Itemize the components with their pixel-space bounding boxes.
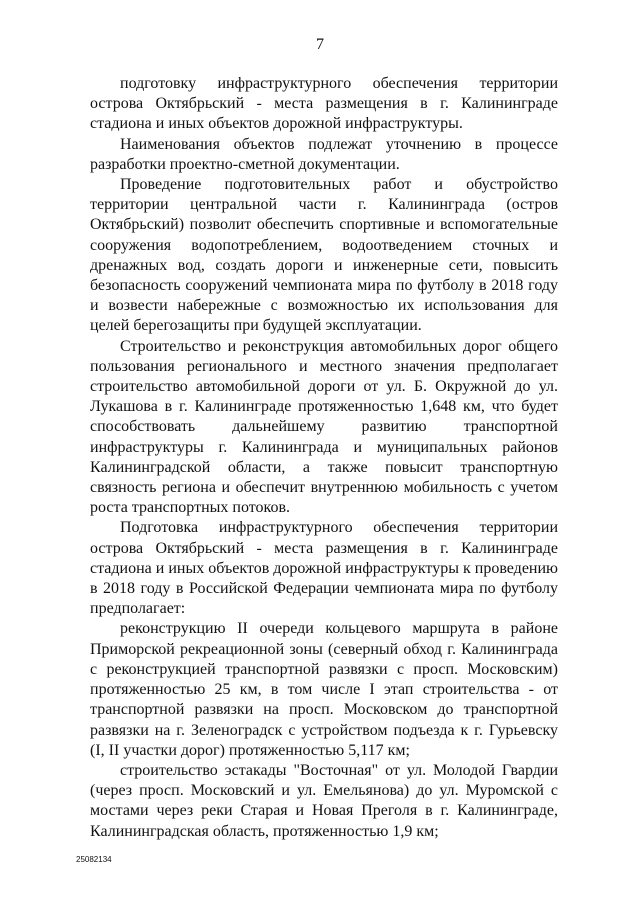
paragraph-island-infrastructure-continued: подготовку инфраструктурного обеспечения территории острова Октябрьский - места размещения в г. Калининграде стадиона и иных объектов дорожной инфраструктуры. <box>90 75 558 133</box>
paragraph-preparatory-works: Проведение подготовительных работ и обустройство территории центральной части г. Калининграда (остров Октябрьский) позволит обеспечить спортивные и вспомогательные сооружения водопотреблением, водоотведением сточных и дренажных вод, создать дороги и инженерные сети, повысить безопасность сооружений чемпионата мира по футболу в 2018 году и возвести набережные с возможностью их использования для целей берегозащиты при будущей эксплуатации. <box>90 176 558 335</box>
paragraph-object-names: Наименования объектов подлежат уточнению в процессе разработки проектно-сметной документации. <box>90 135 558 173</box>
page-number: 7 <box>316 36 324 53</box>
paragraph-infrastructure-preparation: Подготовка инфраструктурного обеспечения территории острова Октябрьский - места размещения в г. Калининграде стадиона и иных объектов дорожной инфраструктуры к проведению в 2018 году в Российской Федерации чемпионата мира по футболу предполагает: <box>90 519 558 618</box>
paragraph-road-construction: Строительство и реконструкция автомобильных дорог общего пользования регионального и местного значения предполагает строительство автомобильной дороги от ул. Б. Окружной до ул. Лукашова в г. Калининграде протяженностью 1,648 км, что будет способствовать дальнейшему развитию транспортной инфраструктуры г. Калининграда и муниципальных районов Калининградской области, а также повысит транспортную связность региона и обеспечит внутреннюю мобильность с учетом роста транспортных потоков. <box>90 337 558 517</box>
document-body <box>90 74 558 842</box>
paragraph-ring-route-reconstruction: реконструкцию II очереди кольцевого маршрута в районе Приморской рекреационной зоны (северный обход г. Калининграда с реконструкцией транспортной развязки с просп. Московским) протяженностью 25 км, в том числе I этап строительства - от транспортной развязки на просп. Московском до транспортной развязки на г. Зеленоградск с устройством подъезда к г. Гурьевску (I, II участки дорог) протяженностью 5,117 км; <box>90 620 558 759</box>
document-code: 25082134 <box>76 855 112 864</box>
paragraph-vostochnaya-overpass: строительство эстакады "Восточная" от ул. Молодой Гвардии (через просп. Московский и ул. Емельянова) до ул. Муромской с мостами через реки Старая и Новая Преголя в г. Калининграде, Калининградская область, протяженностью 1,9 км; <box>90 761 558 840</box>
